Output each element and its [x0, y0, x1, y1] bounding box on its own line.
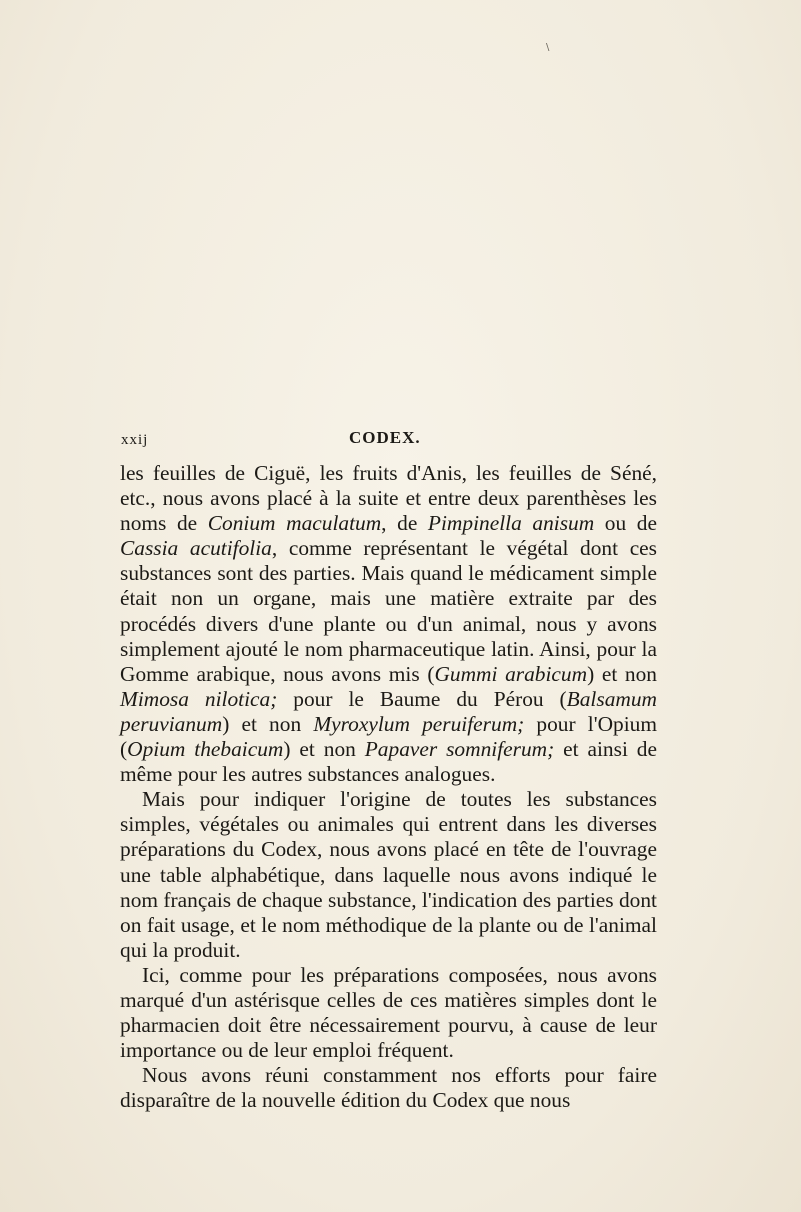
- italic-term: Pimpinella anisum: [427, 511, 595, 536]
- text-run: , comme représentant le végétal dont ces substances sont des parties. Mais quand le médicament simple était non un organe, mais une matière extraite par des procédés divers d'une plante ou d'un animal, nous y avons simplement ajouté le nom pharmaceutique latin. Ainsi, pour la Gomme arabique, nous avons mis (: [120, 536, 658, 686]
- italic-term: Cassia acutifolia: [120, 536, 272, 561]
- text-run: Nous avons réuni constamment nos efforts pour faire disparaître de la nouvelle édition du Codex que nous: [120, 1063, 657, 1113]
- paragraph: [120, 787, 657, 963]
- text-run: pour le Baume du Pérou (: [277, 686, 567, 711]
- paragraph: [120, 461, 657, 787]
- text-run: , de: [381, 511, 428, 536]
- italic-term: Papaver somniferum;: [364, 737, 555, 762]
- italic-term: Mimosa nilotica;: [120, 686, 278, 711]
- running-title: CODEX.: [349, 428, 421, 447]
- text-run: Mais pour indiquer l'origine de toutes les substances simples, végétales ou animales qui entrent dans les diverses préparations du Codex, nous avons placé en tête de l'ouvrage une table alphabétique, dans laquelle nous avons indiqué le nom français de chaque substance, l'indication des parties dont on fait usage, et le nom méthodique de la plante ou de l'animal qui la produit.: [120, 787, 657, 962]
- margin-mark: \: [546, 42, 550, 53]
- italic-term: Myroxylum peruiferum;: [313, 711, 525, 736]
- paragraph: [120, 963, 657, 1063]
- text-run: ou de: [594, 511, 657, 536]
- page-number: xxij: [121, 432, 149, 448]
- italic-term: Balsamum peruvianum: [120, 686, 657, 736]
- text-run: les feuilles de Ciguë, les fruits d'Anis, les feuilles de Séné, etc., nous avons placé à la suite et entre deux parenthèses les noms de: [120, 461, 657, 536]
- text-run: ) et non: [283, 737, 365, 762]
- text-run: ) et non: [587, 661, 658, 686]
- text-run: ) et non: [222, 711, 314, 736]
- text-run: Ici, comme pour les préparations composées, nous avons marqué d'un astérisque celles de ces matières simples dont le pharmacien doit être nécessairement pourvu, à cause de leur importance ou de leur emploi fréquent.: [120, 962, 657, 1063]
- page-header: [121, 428, 661, 454]
- body-text: [120, 461, 657, 1113]
- italic-term: Conium maculatum: [207, 511, 382, 536]
- paragraph: [120, 1063, 657, 1113]
- text-run: et ainsi de même pour les autres substances analogues.: [120, 737, 657, 787]
- italic-term: Gummi arabicum: [434, 661, 588, 686]
- text-run: pour l'Opium (: [120, 711, 658, 762]
- italic-term: Opium thebaicum: [127, 737, 284, 762]
